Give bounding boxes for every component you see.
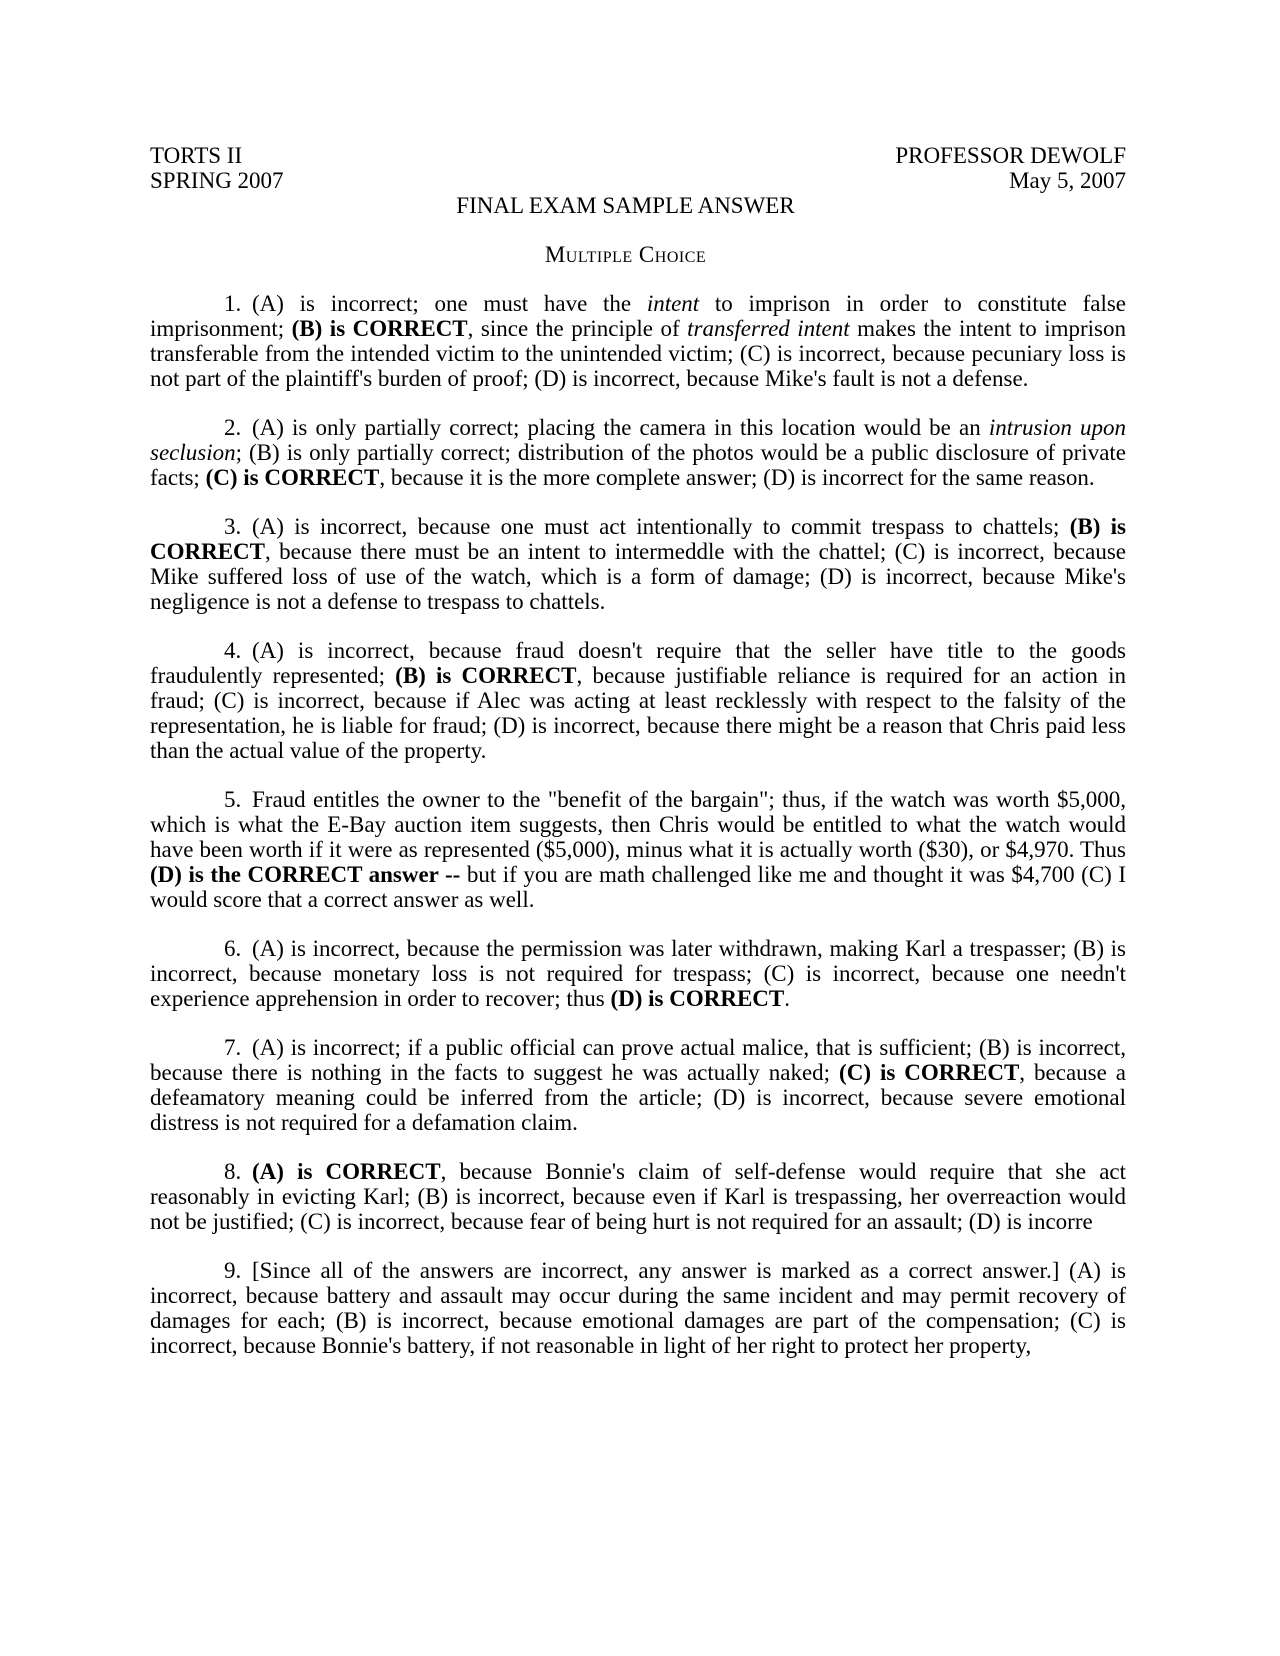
- answer-text: (A) is incorrect, because fraud doesn't require that the seller have title to the goods fraudulently represented;: [150, 638, 1126, 688]
- answer-text: (A) is incorrect, because the permission was later withdrawn, making Karl a trespasser; (B) is incorrect, because monetary loss is not required for trespass; (C) is incorrect, because one needn't experience apprehension in order to recover; thus: [150, 936, 1126, 1011]
- exam-page: [150, 143, 1126, 1382]
- emphasized-term: transferred intent: [687, 316, 850, 341]
- answer-text: .: [784, 986, 790, 1011]
- answer-text: (A) is incorrect; one must have the: [252, 291, 647, 316]
- answer-text: ; (B) is only partially correct; distribution of the photos would be a public disclosure of private facts;: [150, 440, 1126, 490]
- correct-answer-label: (B) is CORRECT: [395, 663, 577, 688]
- answer-item-1: [150, 291, 1126, 391]
- correct-answer-label: (D) is the CORRECT answer --: [150, 862, 461, 887]
- answer-text: [Since all of the answers are incorrect, any answer is marked as a correct answer.] (A) is incorrect, because battery and assault may occur during the same incident and may permit recovery of damages for each; (B) is incorrect, because emotional damages are part of the compensation; (C) is incorrect, because Bonnie's battery, if not reasonable in light of her right to protect her property,: [150, 1258, 1126, 1358]
- answer-text: (A) is only partially correct; placing the camera in this location would be an: [252, 415, 989, 440]
- answer-number: 5.: [224, 787, 242, 812]
- answer-text: makes the intent to imprison transferable from the intended victim to the unintended victim; (C) is incorrect, because pecuniary loss is not part of the plaintiff's burden of proof; (D) is incorrect, because Mike's fault is not a defense.: [150, 316, 1126, 391]
- answer-item-8: [150, 1159, 1126, 1234]
- header-row-2: [150, 168, 1126, 193]
- answer-number: 1.: [224, 291, 242, 316]
- term: SPRING 2007: [150, 168, 284, 193]
- answer-text: but if you are math challenged like me and thought it was $4,700 (C) I would score that a correct answer as well.: [150, 862, 1127, 912]
- correct-answer-label: (D) is CORRECT: [610, 986, 785, 1011]
- exam-date: May 5, 2007: [1009, 168, 1126, 193]
- answer-number: 3.: [224, 514, 242, 539]
- answer-number: 8.: [224, 1159, 242, 1184]
- answer-number: 7.: [224, 1035, 242, 1060]
- answers-list: [150, 291, 1126, 1358]
- answer-number: 6.: [224, 936, 242, 961]
- answer-text: , because Bonnie's claim of self-defense would require that she act reasonably in evicting Karl; (B) is incorrect, because even if Karl is trespassing, her overreaction would not be justified; (C) is incorrect, because fear of being hurt is not required for an assault; (D) is incorre: [150, 1159, 1127, 1234]
- document-title: FINAL EXAM SAMPLE ANSWER: [456, 193, 795, 218]
- answer-item-5: [150, 787, 1126, 912]
- section-heading: Multiple Choice: [544, 242, 707, 267]
- answer-text: , because justifiable reliance is required for an action in fraud; (C) is incorrect, because if Alec was acting at least recklessly with respect to the falsity of the representation, he is liable for fraud; (D) is incorrect, because there might be a reason that Chris paid less than the actual value of the property.: [150, 663, 1126, 763]
- answer-item-6: [150, 936, 1126, 1011]
- answer-text: to imprison in order to constitute false imprisonment;: [150, 291, 1126, 341]
- professor-name: PROFESSOR DEWOLF: [895, 143, 1126, 168]
- header-row-1: [150, 143, 1126, 168]
- course-name: TORTS II: [150, 143, 243, 168]
- answer-text: Fraud entitles the owner to the "benefit of the bargain"; thus, if the watch was worth $5,000, which is what the E-Bay auction item suggests, then Chris would be entitled to what the watch would have been worth if it were as represented ($5,000), minus what it is actually worth ($30), or $4,970. Thus: [150, 787, 1126, 862]
- answer-text: , because a defeamatory meaning could be inferred from the article; (D) is incorrect, because severe emotional distress is not required for a defamation claim.: [150, 1060, 1127, 1135]
- answer-text: , because there must be an intent to intermeddle with the chattel; (C) is incorrect, because Mike suffered loss of use of the watch, which is a form of damage; (D) is incorrect, because Mike's negligence is not a defense to trespass to chattels.: [150, 539, 1126, 614]
- answer-number: 9.: [224, 1258, 242, 1283]
- correct-answer-label: (C) is CORRECT: [205, 465, 380, 490]
- answer-item-9: [150, 1258, 1126, 1358]
- answer-item-7: [150, 1035, 1126, 1135]
- answer-text: (A) is incorrect; if a public official can prove actual malice, that is sufficient; (B) is incorrect, because there is nothing in the facts to suggest he was actually naked;: [150, 1035, 1126, 1085]
- answer-text: , since the principle of: [467, 316, 688, 341]
- answer-number: 2.: [224, 415, 242, 440]
- emphasized-term: intrusion upon seclusion: [150, 415, 1126, 465]
- answer-item-2: [150, 415, 1126, 490]
- correct-answer-label: (A) is CORRECT: [252, 1159, 441, 1184]
- answer-item-3: [150, 514, 1126, 614]
- answer-text: (A) is incorrect, because one must act intentionally to commit trespass to chattels;: [252, 514, 1070, 539]
- emphasized-term: intent: [646, 291, 700, 316]
- correct-answer-label: (B) is CORRECT: [291, 316, 468, 341]
- answer-number: 4.: [224, 638, 242, 663]
- answer-item-4: [150, 638, 1126, 763]
- correct-answer-label: (C) is CORRECT: [839, 1060, 1020, 1085]
- correct-answer-label: (B) is CORRECT: [150, 514, 1127, 564]
- answer-text: , because it is the more complete answer; (D) is incorrect for the same reason.: [379, 465, 1095, 490]
